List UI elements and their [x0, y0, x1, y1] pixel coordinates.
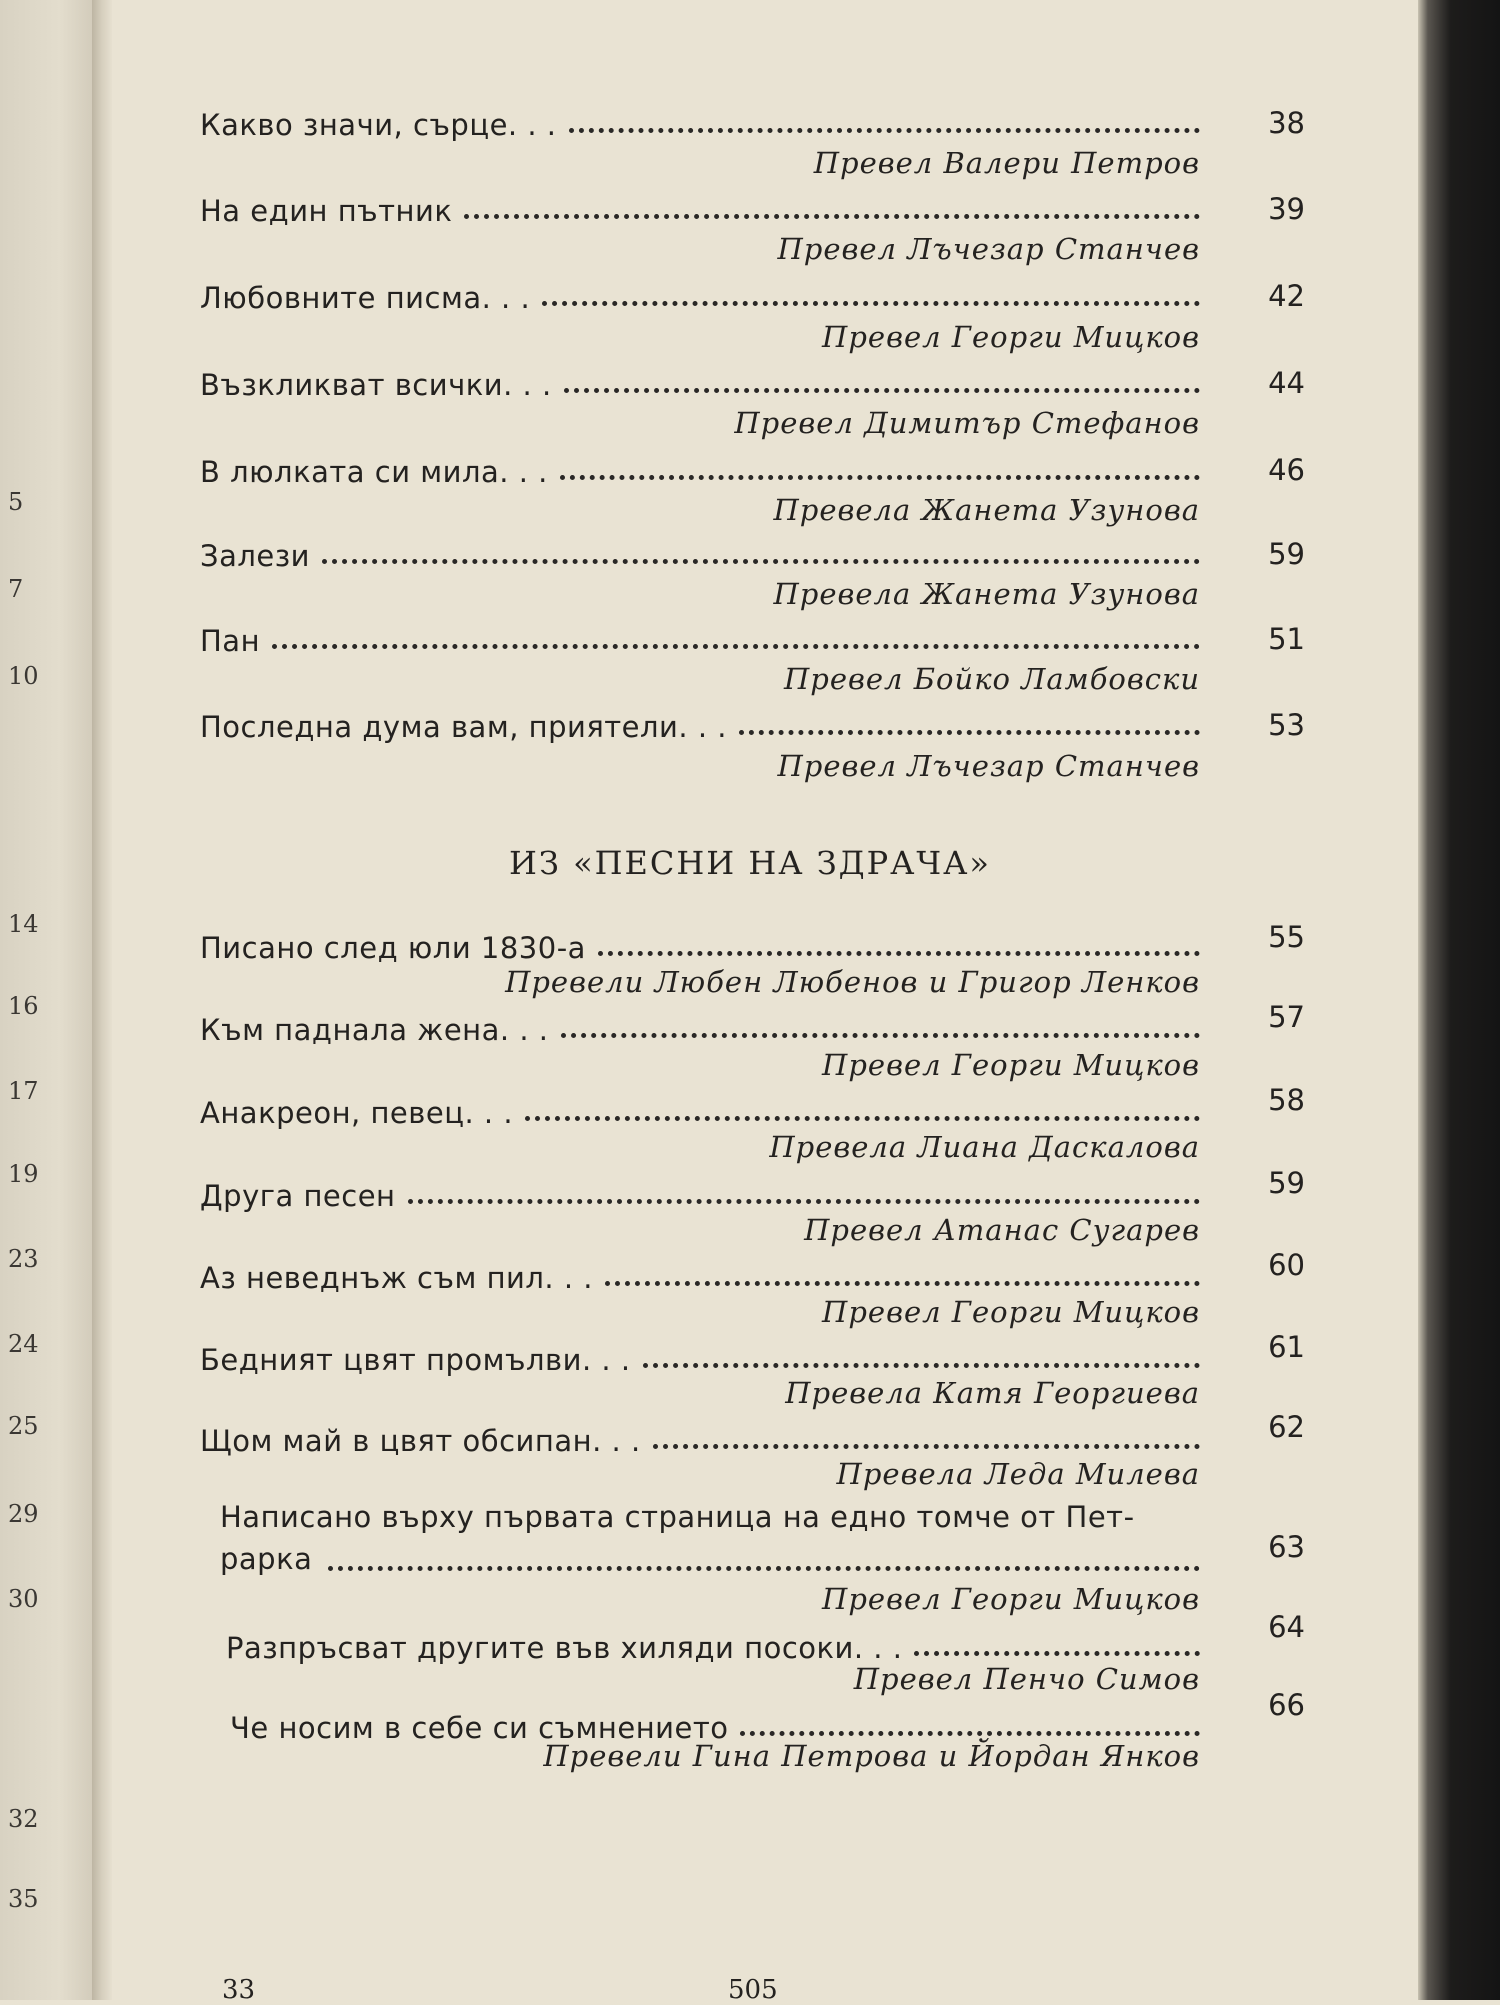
- toc-entry-title: В люлката си мила. . .: [200, 449, 1200, 489]
- toc-entry-title: Щом май в цвят обсипан. . .: [200, 1418, 1200, 1458]
- left-margin-number: 16: [8, 992, 39, 1020]
- toc-entry-translator: Превел Георги Мицков: [822, 1582, 1200, 1616]
- toc-entry-title: [220, 1496, 1200, 1580]
- toc-entry-translator: Превела Катя Георгиева: [785, 1376, 1200, 1410]
- toc-entry-page: 61: [1268, 1330, 1305, 1364]
- toc-entry-title: Писано след юли 1830-а: [200, 925, 1200, 965]
- toc-entry-translator: Превела Жанета Узунова: [773, 577, 1200, 611]
- toc-entry-translator: Превел Лъчезар Станчев: [777, 232, 1200, 266]
- toc-entry-translator: Превели Любен Любенов и Григор Ленков: [505, 965, 1200, 999]
- toc-entry-title: Залези: [200, 533, 1200, 573]
- toc-entry-translator: Превел Георги Мицков: [822, 320, 1200, 354]
- toc-entry-title: Анакреон, певец. . .: [200, 1090, 1200, 1130]
- toc-entry-title: Друга песен: [200, 1173, 1200, 1213]
- section-heading: ИЗ «ПЕСНИ НА ЗДРАЧА»: [509, 844, 991, 882]
- toc-entry-title-line: Написано върху първата страница на едно томче от Пет-: [220, 1500, 1135, 1534]
- toc-entry-translator: Превела Леда Милева: [836, 1457, 1200, 1491]
- toc-entry-translator: Превел Лъчезар Станчев: [777, 749, 1200, 783]
- left-margin-number: 24: [8, 1330, 39, 1358]
- page-number: 505: [728, 1975, 778, 2005]
- left-margin-number: 19: [8, 1160, 39, 1188]
- toc-entry-page: 57: [1268, 1000, 1305, 1034]
- toc-entry-page: 38: [1268, 106, 1305, 140]
- left-margin-number: 23: [8, 1245, 39, 1273]
- toc-entry-title: Възкликват всички. . .: [200, 362, 1200, 402]
- toc-entry-title: Какво значи, сърце. . .: [200, 102, 1200, 142]
- left-margin-number: 29: [8, 1500, 39, 1528]
- toc-entry-title: Пан: [200, 618, 1200, 658]
- toc-entry-translator: Превела Лиана Даскалова: [769, 1130, 1200, 1164]
- toc-entry-page: 46: [1268, 453, 1305, 487]
- toc-entry-page: 60: [1268, 1248, 1305, 1282]
- left-margin-number: 17: [8, 1077, 39, 1105]
- toc-entry-page: 51: [1268, 622, 1305, 656]
- toc-entry-translator: Превели Гина Петрова и Йордан Янков: [543, 1739, 1200, 1773]
- toc-entry-title: Разпръсват другите във хиляди посоки. . .: [226, 1625, 1200, 1665]
- left-margin-number: 32: [8, 1805, 39, 1833]
- toc-entry-page: 64: [1268, 1610, 1305, 1644]
- left-margin-number: 30: [8, 1585, 39, 1613]
- toc-entry-title: Аз неведнъж съм пил. . .: [200, 1255, 1200, 1295]
- toc-entry-page: 42: [1268, 279, 1305, 313]
- toc-entry-translator: Превел Пенчо Симов: [853, 1662, 1200, 1696]
- toc-entry-page: 59: [1268, 537, 1305, 571]
- toc-entry-translator: Превел Георги Мицков: [822, 1295, 1200, 1329]
- toc-entry-page: 62: [1268, 1410, 1305, 1444]
- toc-entry-translator: Превел Димитър Стефанов: [734, 406, 1200, 440]
- toc-entry-translator: Превела Жанета Узунова: [773, 493, 1200, 527]
- toc-entry-translator: Превел Бойко Ламбовски: [784, 662, 1200, 696]
- toc-entry-page: 55: [1268, 920, 1305, 954]
- toc-entry-translator: Превел Валери Петров: [813, 146, 1200, 180]
- toc-entry-title: На един пътник: [200, 188, 1200, 228]
- toc-entry-translator: Превел Георги Мицков: [822, 1048, 1200, 1082]
- toc-entry-page: 66: [1268, 1688, 1305, 1722]
- toc-entry-page: 59: [1268, 1166, 1305, 1200]
- toc-entry-page: 58: [1268, 1083, 1305, 1117]
- toc-entry-page: 39: [1268, 192, 1305, 226]
- toc-entry-title: Че носим в себе си съмнението: [230, 1705, 1200, 1745]
- toc-entry-title-line: рарка: [220, 1538, 1200, 1580]
- left-margin-number: 25: [8, 1412, 39, 1440]
- left-margin-number: 7: [8, 575, 24, 603]
- toc-entry-translator: Превел Атанас Сугарев: [804, 1213, 1200, 1247]
- toc-entry-title: Бедният цвят промълви. . .: [200, 1337, 1200, 1377]
- toc-entry-title: Последна дума вам, приятели. . .: [200, 704, 1200, 744]
- toc-entry-title: Любовните писма. . .: [200, 275, 1200, 315]
- toc-entry-title: Към паднала жена. . .: [200, 1007, 1200, 1047]
- toc-entry-page: 63: [1268, 1530, 1305, 1564]
- left-margin-number: 14: [8, 910, 39, 938]
- left-margin-number: 10: [8, 662, 39, 690]
- signature-mark: 33: [222, 1975, 256, 2005]
- toc-entry-page: 44: [1268, 366, 1305, 400]
- toc-entry-page: 53: [1268, 708, 1305, 742]
- left-margin-number: 5: [8, 488, 24, 516]
- left-margin-number: 35: [8, 1885, 39, 1913]
